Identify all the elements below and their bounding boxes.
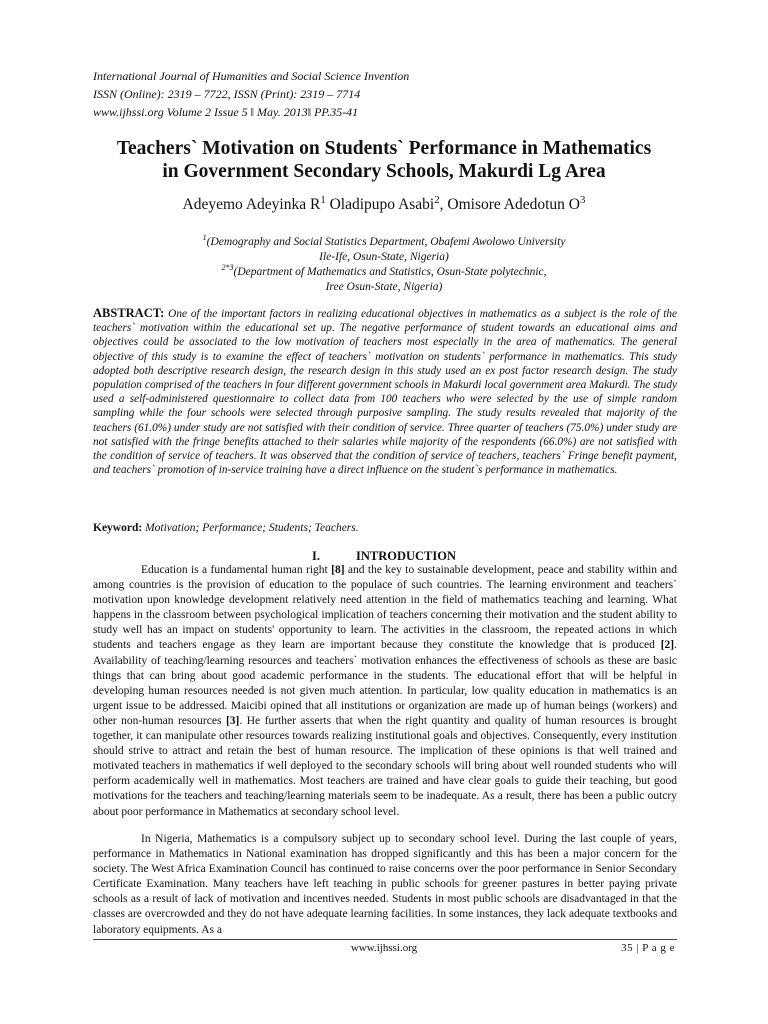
paragraph-1-text-b: and the key to sustainable development, peace and stability within and among countries is the provision of education to the populace of such countries. The learning environment and teachers` motivation upon knowledge development relatively need attention in the field of mathematics teaching and learning. What happens in the classroom between psychological implication of teachers concerning their motivation and the student ability to study well has an impact on students' opportunity to learn. The activities in the classroom, the repeated actions in which students and teachers engage as they learn are important because they constitute the knowledge that is produced <box>93 564 677 652</box>
abstract-text: One of the important factors in realizing educational objectives in mathematics as a subject is the role of the teachers` motivation within the educational set up. The negative performance of student towards an educational aims and objectives could be associated to the low motivation of teachers most especially in the area of mathematics. The general objective of this study is to examine the effect of teachers` motivation on students` performance in mathematics. This study adopted both descriptive research design, the research design in this study used an ex post factor research design. The study population comprised of the teachers in four different government schools in Makurdi local government area Makurdi. The study used a self-administered questionnaire to collect data from 100 teachers who were selected by the use of simple random sampling while the four schools were selected through purposive sampling. The study results revealed that majority of the teachers (61.0%) under study are not satisfied with their condition of service. Three quarter of teachers (75.0%) under study are not satisfied with the fringe benefits attached to their salaries while majority of the respondents (66.0%) are not satisfied with the condition of service of teachers. It was observed that the condition of service of teachers, teachers` Fringe benefit payment, and teachers` promotion of in-service training have a direct influence on the student`s performance in mathematics. <box>93 308 677 477</box>
abstract-label: ABSTRACT: <box>93 306 165 320</box>
keywords-label: Keyword: <box>93 522 143 534</box>
section-number: I. <box>311 549 320 563</box>
keywords <box>93 521 359 536</box>
keywords-text: Motivation; Performance; Students; Teachers. <box>142 522 359 534</box>
affiliation-1-line-2: Ile-Ife, Osun-State, Nigeria) <box>319 251 449 263</box>
affiliation-1-line-1 <box>0 235 768 250</box>
affiliation-2-line-1 <box>0 265 768 280</box>
author-1-name: Adeyemo Adeyinka R <box>182 196 321 213</box>
affiliation-2-line-2: Iree Osun-State, Nigeria) <box>325 281 443 293</box>
citation-3: [3] <box>225 714 240 727</box>
author-list <box>0 195 768 215</box>
paper-title-line-2: in Government Secondary Schools, Makurdi Lg Area <box>162 161 606 182</box>
journal-volume-line: www.ijhssi.org Volume 2 Issue 5 ǁ May. 2013ǁ PP.35-41 <box>93 105 359 119</box>
affiliation-2-sup: 2*3 <box>221 263 234 273</box>
paragraph-1-text-c: . Availability of teaching/learning resources and teachers` motivation enhances the effectiveness of schools as these are basic things that can bring about good academic performance in the students. The educational effort that will be helpful in developing human resources needed is not given much attention. In particular, low quality education in mathematics is an urgent issue to be addressed. Maicibi opined that all institutions or organization are made up of human beings (workers) and other non-human resources <box>93 639 677 727</box>
paragraph-1-text-d: . He further asserts that when the right quantity and quality of human resources is brought together, it can manipulate other resources towards realizing institutional goals and objectives. Consequently, every institution should strive to attract and retain the best of human resource. The implication of these opinions is that well trained and motivated teachers in mathematics if well deployed to the secondary schools will bring about well rounded students who will perform academically well in mathematics. Most teachers are trained and have clear goals to guide their teaching, but good motivations for the teachers and teaching/learning materials seem to be inadequate. As a result, there has been a public outcry about poor performance in Mathematics at secondary school level. <box>93 714 677 818</box>
body-paragraph-1 <box>93 563 677 820</box>
footer-rule <box>93 939 677 940</box>
section-heading-introduction <box>0 549 768 564</box>
footer-page-number: 35 | P a g e <box>621 942 675 954</box>
author-3-sup: 3 <box>580 193 586 206</box>
author-2-sup: 2 <box>434 193 440 206</box>
abstract <box>93 306 677 477</box>
affiliation-1-text-1: (Demography and Social Statistics Department, Obafemi Awolowo University <box>206 236 566 248</box>
citation-2: [2] <box>660 639 675 652</box>
author-1-sup: 1 <box>320 193 326 206</box>
paper-title-line-1: Teachers` Motivation on Students` Performance in Mathematics <box>116 138 652 159</box>
section-title: INTRODUCTION <box>355 549 456 563</box>
citation-8: [8] <box>331 564 345 576</box>
body-paragraph-2: In Nigeria, Mathematics is a compulsory subject up to secondary school level. During the last couple of years, performance in Mathematics in National examination has dropped significantly and this has been a major concern for the society. The West Africa Examination Council has continued to raise concerns over the poor performance in Senior Secondary Certificate Examination. Many teachers have left teaching in public schools for greener pastures in better paying private schools as a result of lack of motivation and incentives needed. Students in most public schools are disadvantaged in that the classes are overcrowded and they do not have adequate learning facilities. In some instances, they lack adequate textbooks and laboratory equipments. As a <box>93 833 677 936</box>
journal-name: International Journal of Humanities and Social Science Invention <box>93 69 410 83</box>
journal-issn: ISSN (Online): 2319 – 7722, ISSN (Print): 2319 – 7714 <box>93 87 361 101</box>
paragraph-1-text-a: Education is a fundamental human right <box>141 564 332 576</box>
author-2-name: Oladipupo Asabi <box>325 196 435 213</box>
author-3-name: , Omisore Adedotun O <box>439 196 581 213</box>
affiliation-2-text-1: (Department of Mathematics and Statistics, Osun-State polytechnic, <box>233 266 547 278</box>
affiliation-1-sup: 1 <box>202 233 207 243</box>
footer-url: www.ijhssi.org <box>350 942 418 954</box>
